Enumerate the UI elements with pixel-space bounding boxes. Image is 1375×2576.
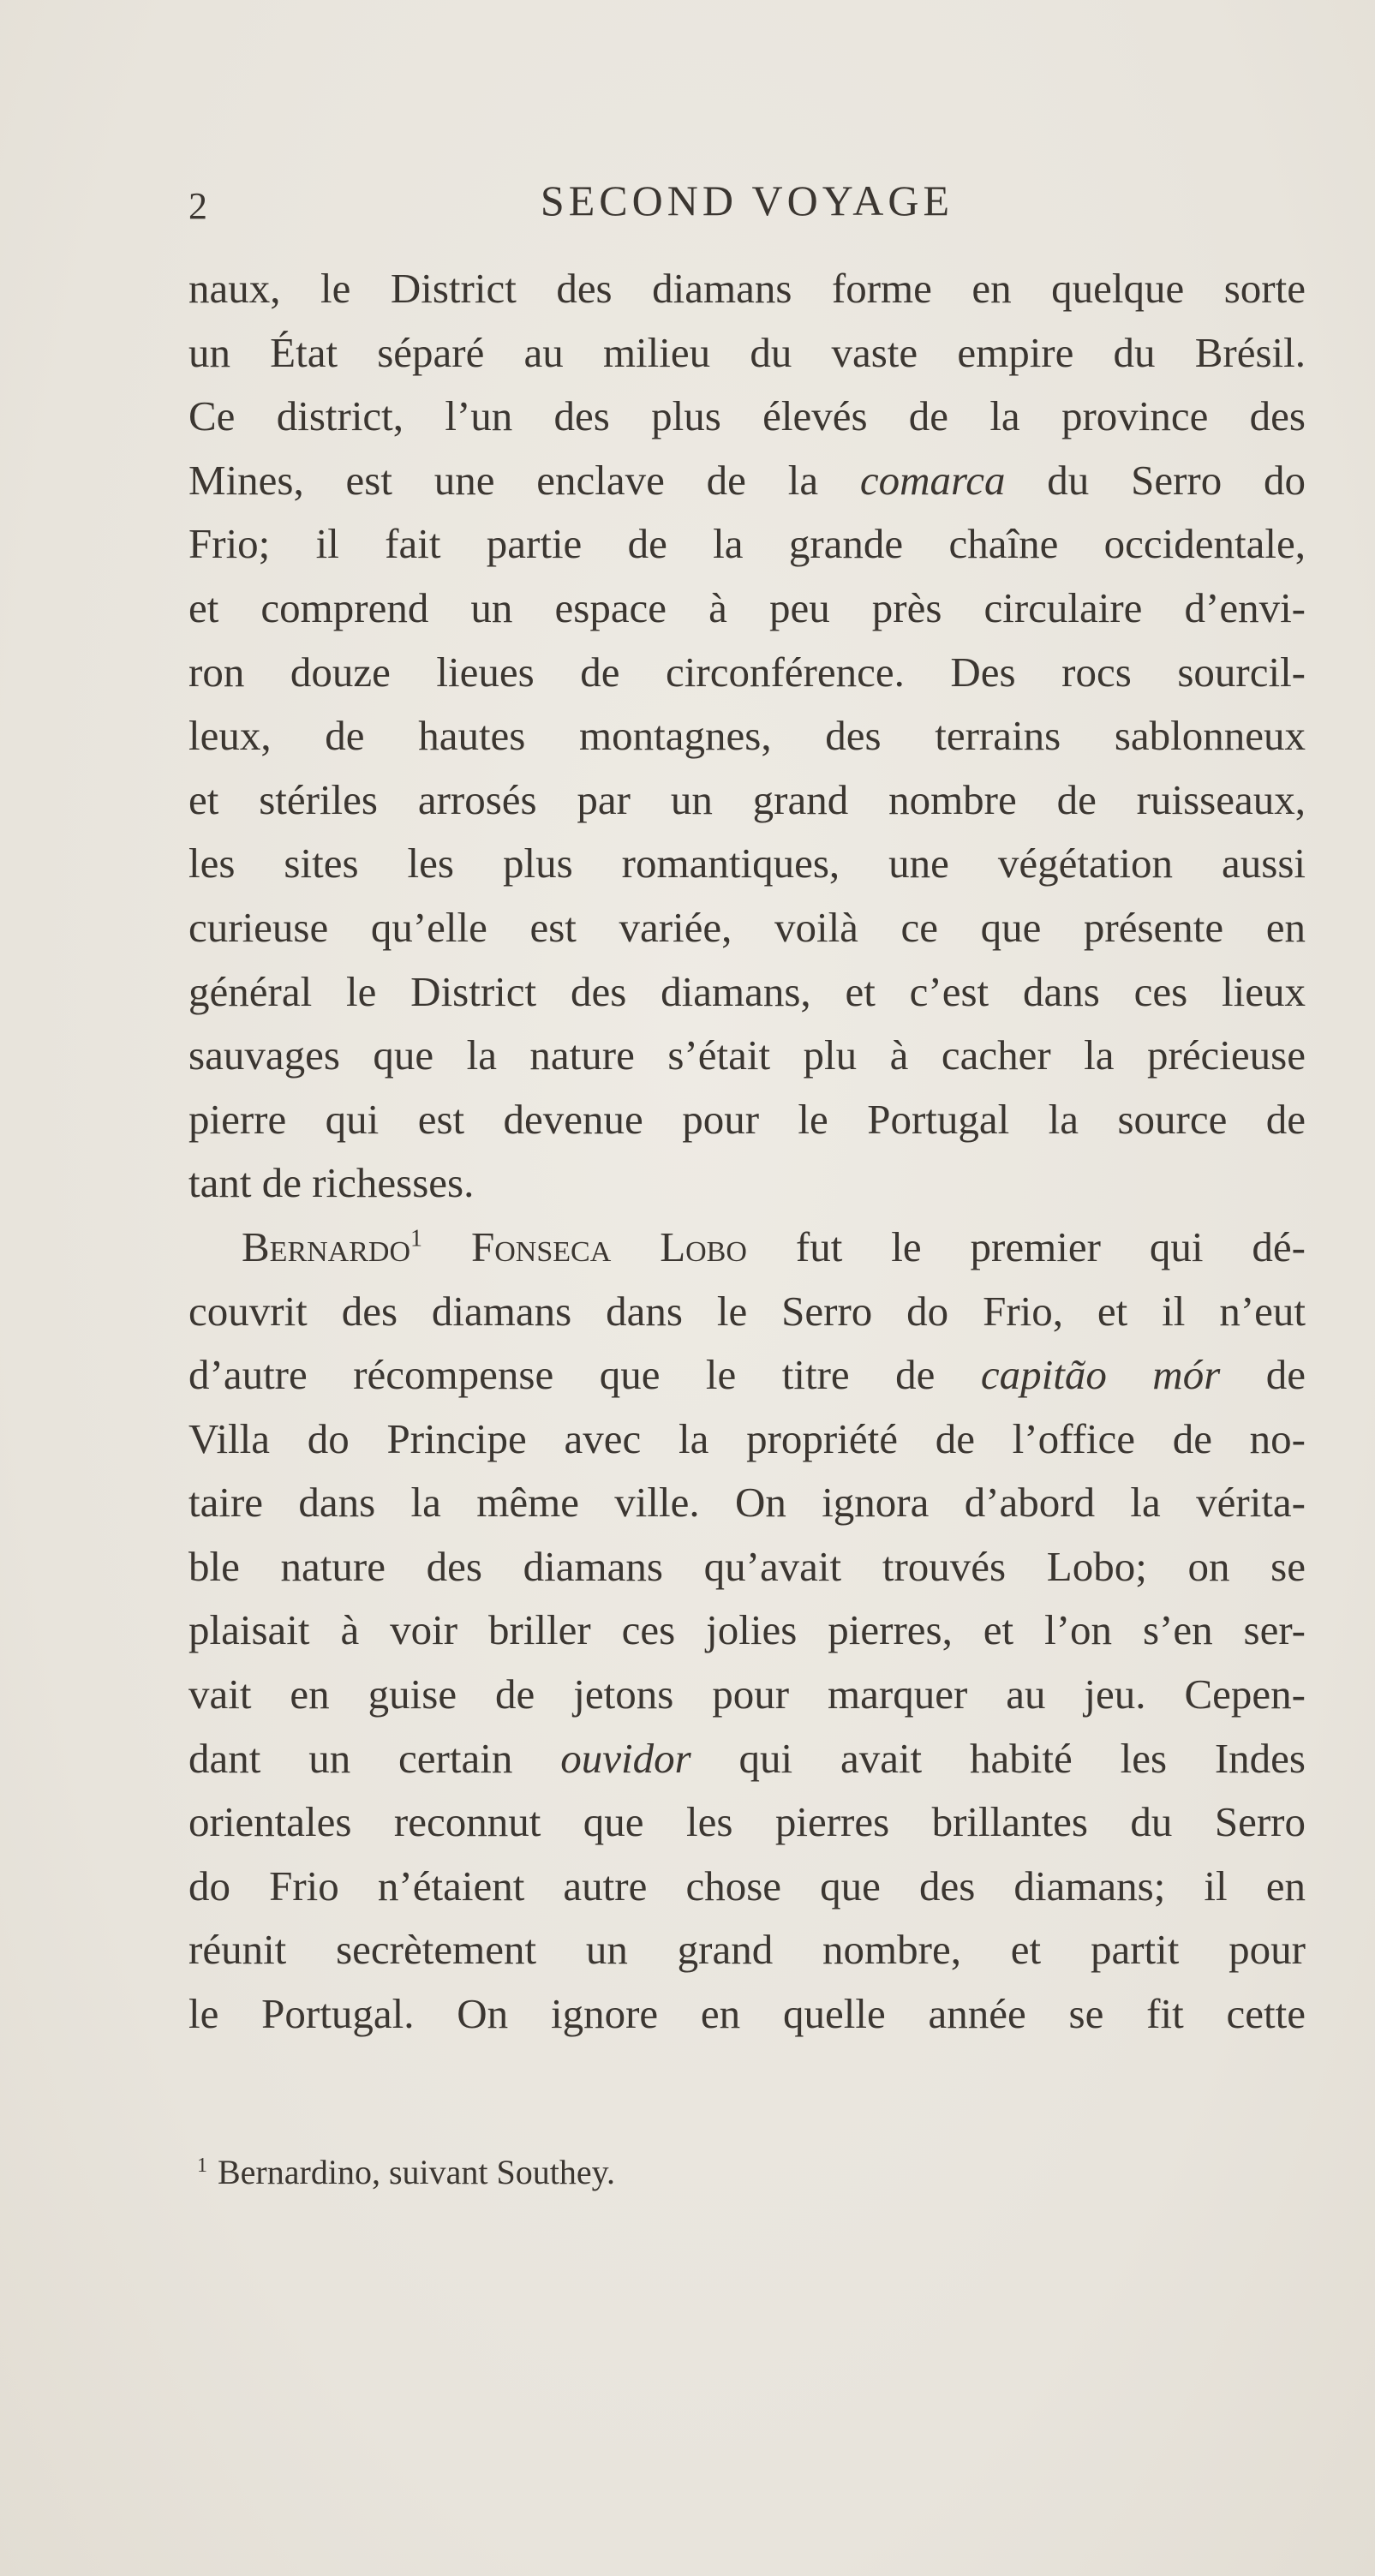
text-line	[188, 1343, 1306, 1408]
text-line	[188, 1471, 1306, 1535]
text-run: Ce district, l’un des plus élevés de la province des	[188, 392, 1306, 440]
text-run: Frio; il fait partie de la grande chaîne occidentale,	[188, 520, 1306, 568]
text-line	[188, 1918, 1306, 1982]
footnote-ref: 1	[410, 1225, 423, 1252]
text-line	[188, 512, 1306, 577]
page-number: 2	[188, 185, 207, 227]
text-line	[188, 257, 1306, 321]
italic-term: capitão mór	[980, 1351, 1221, 1399]
italic-term: comarca	[859, 456, 1006, 504]
text-line	[188, 896, 1306, 960]
text-run: ron douze lieues de circonférence. Des rocs sourcil-	[188, 648, 1306, 696]
footnote	[197, 2152, 615, 2192]
text-run: orientales reconnut que les pierres brillantes du Serro	[188, 1798, 1306, 1846]
text-run: et stériles arrosés par un grand nombre de ruisseaux,	[188, 775, 1306, 823]
text-run: tant de richesses.	[188, 1159, 475, 1207]
text-line	[188, 1663, 1306, 1727]
text-run: général le District des diamans, et c’est dans ces lieux	[188, 967, 1306, 1015]
text-line	[188, 449, 1306, 513]
text-run: le Portugal. On ignore en quelle année se fit cette	[188, 1990, 1306, 2038]
text-line	[188, 960, 1306, 1025]
text-run: réunit secrètement un grand nombre, et partit pour	[188, 1926, 1306, 1974]
text-line	[188, 768, 1306, 833]
text-line	[188, 1855, 1306, 1919]
text-line	[188, 1535, 1306, 1599]
text-line	[188, 704, 1306, 768]
text-run: dant un certain	[188, 1734, 561, 1782]
text-run: naux, le District des diamans forme en quelque sorte	[188, 265, 1306, 312]
text-line	[188, 1088, 1306, 1152]
text-run: du Serro do	[1005, 456, 1306, 504]
text-line	[188, 1982, 1306, 2047]
text-run: taire dans la même ville. On ignora d’abord la vérita-	[188, 1479, 1306, 1527]
text-run: couvrit des diamans dans le Serro do Frio, et il n’eut	[188, 1287, 1306, 1335]
body-text	[188, 257, 1306, 2047]
text-run: pierre qui est devenue pour le Portugal la source de	[188, 1095, 1306, 1143]
text-line	[188, 321, 1306, 386]
text-run: un État séparé au milieu du vaste empire du Brésil.	[188, 328, 1306, 376]
text-run	[422, 1223, 471, 1270]
running-title: SECOND VOYAGE	[540, 176, 954, 224]
small-caps-name: Fonseca Lobo	[470, 1222, 747, 1270]
text-run: de	[1220, 1351, 1306, 1399]
footnote-marker: 1	[197, 2154, 207, 2177]
italic-term: ouvidor	[560, 1734, 691, 1782]
footnote-text: Bernardino, suivant Southey.	[218, 2153, 616, 2191]
text-run: sauvages que la nature s’était plu à cacher la précieuse	[188, 1031, 1306, 1079]
text-run: do Frio n’étaient autre chose que des diamans; il en	[188, 1862, 1306, 1910]
text-line	[188, 832, 1306, 896]
text-line	[188, 1727, 1306, 1791]
text-run: Villa do Principe avec la propriété de l’office de no-	[188, 1414, 1306, 1462]
text-line	[188, 641, 1306, 705]
text-line	[188, 577, 1306, 641]
text-run: Mines, est une enclave de la	[188, 456, 860, 504]
page-header	[188, 176, 1306, 236]
text-run: ble nature des diamans qu’avait trouvés Lobo; on se	[188, 1542, 1306, 1590]
text-run: qui avait habité les Indes	[690, 1734, 1306, 1782]
text-run: curieuse qu’elle est variée, voilà ce que présente en	[188, 903, 1306, 951]
text-run: plaisait à voir briller ces jolies pierres, et l’on s’en ser-	[188, 1606, 1306, 1654]
text-line	[188, 1024, 1306, 1088]
text-run: leux, de hautes montagnes, des terrains sablonneux	[188, 712, 1306, 760]
text-run: fut le premier qui dé-	[746, 1222, 1306, 1270]
text-line	[188, 1408, 1306, 1472]
small-caps-name: Bernardo	[242, 1222, 411, 1270]
text-line	[188, 1599, 1306, 1663]
text-line	[188, 1280, 1306, 1344]
text-line	[188, 1151, 1306, 1216]
text-run: vait en guise de jetons pour marquer au jeu. Cepen-	[188, 1671, 1306, 1718]
text-line	[188, 385, 1306, 449]
text-run: et comprend un espace à peu près circulaire d’envi-	[188, 583, 1306, 631]
text-run: les sites les plus romantiques, une végétation aussi	[188, 840, 1306, 888]
text-line	[188, 1790, 1306, 1855]
text-run: d’autre récompense que le titre de	[188, 1351, 981, 1399]
text-line	[188, 1216, 1306, 1280]
